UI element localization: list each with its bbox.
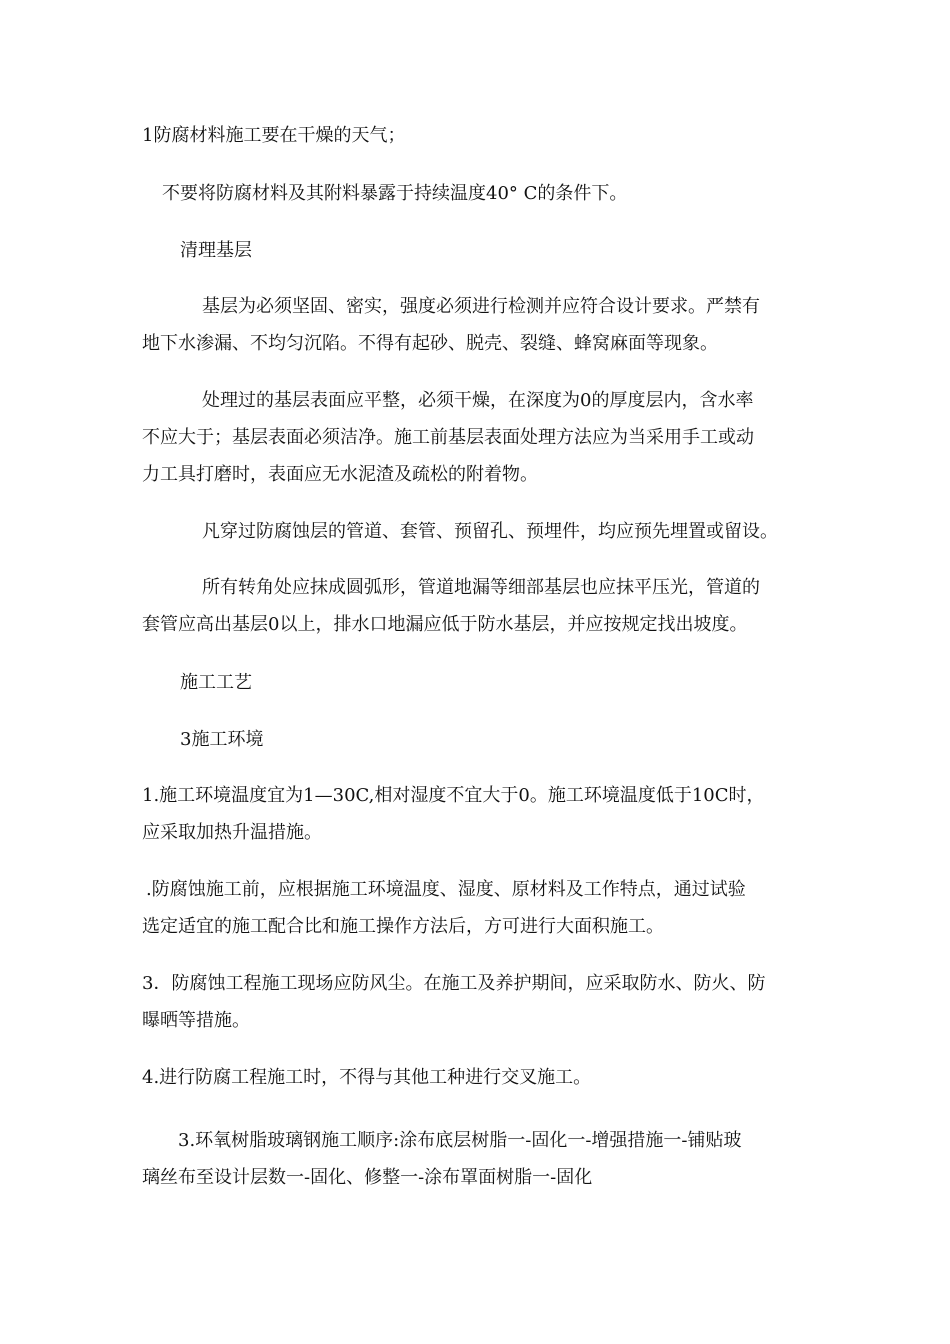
text-line: 不要将防腐材料及其附料暴露于持续温度40° C的条件下。 <box>162 183 628 204</box>
text-line: .防腐蚀施工前，应根据施工环境温度、湿度、原材料及工作特点，通过试验 <box>146 879 746 900</box>
text-line: 3.环氧树脂玻璃钢施工顺序:涂布底层树脂一-固化一-增强措施一-铺贴玻 <box>178 1130 742 1151</box>
heading-construction-process <box>180 664 852 701</box>
heading-construction-environment <box>180 721 852 758</box>
text-line: 力工具打磨时，表面应无水泥渣及疏松的附着物。 <box>142 464 538 485</box>
text-line: 应采取加热升温措施。 <box>142 822 322 843</box>
text-line: 所有转角处应抹成圆弧形，管道地漏等细部基层也应抹平压光，管道的 <box>202 577 760 598</box>
text-line: 不应大于；基层表面必须洁净。施工前基层表面处理方法应为当采用手工或动 <box>142 427 754 448</box>
paragraph-pipes <box>202 513 874 550</box>
paragraph-trial-mix <box>142 871 814 945</box>
paragraph-env-temperature <box>142 777 814 851</box>
text-line: 4.进行防腐工程施工时，不得与其他工种进行交叉施工。 <box>142 1067 592 1088</box>
paragraph-no-cross-work <box>142 1059 814 1096</box>
paragraph-dust-protection <box>142 965 814 1039</box>
heading-clean-base <box>180 232 852 269</box>
text-line: 地下水渗漏、不均匀沉陷。不得有起砂、脱壳、裂缝、蜂窝麻面等现象。 <box>142 333 718 354</box>
text-line: 施工工艺 <box>180 672 252 693</box>
text-line: 曝晒等措施。 <box>142 1010 250 1031</box>
paragraph-base-requirements <box>142 288 814 362</box>
text-line: 处理过的基层表面应平整，必须干燥，在深度为0的厚度层内，含水率 <box>202 390 754 411</box>
text-line: 3．防腐蚀工程施工现场应防风尘。在施工及养护期间，应采取防水、防火、防 <box>142 973 766 994</box>
paragraph-corners <box>142 569 814 643</box>
text-line: 凡穿过防腐蚀层的管道、套管、预留孔、预埋件，均应预先埋置或留设。 <box>202 521 778 542</box>
text-line: 选定适宜的施工配合比和施工操作方法后，方可进行大面积施工。 <box>142 916 664 937</box>
text-line: 1.施工环境温度宜为1—30C,相对湿度不宜大于0。施工环境温度低于10C时， <box>142 785 765 806</box>
text-line: 3施工环境 <box>180 729 264 750</box>
paragraph-surface-treatment <box>142 382 814 493</box>
text-line: 基层为必须坚固、密实，强度必须进行检测并应符合设计要求。严禁有 <box>202 296 760 317</box>
text-line: 清理基层 <box>180 240 252 261</box>
text-line: 套管应高出基层0以上，排水口地漏应低于防水基层，并应按规定找出坡度。 <box>142 614 748 635</box>
text-line: 1防腐材料施工要在干燥的天气； <box>142 125 406 146</box>
text-line: 璃丝布至设计层数一-固化、修整一-涂布罩面树脂一-固化 <box>142 1167 593 1188</box>
paragraph-weather <box>142 117 814 154</box>
paragraph-frp-sequence <box>142 1122 814 1196</box>
paragraph-temperature <box>162 175 834 212</box>
